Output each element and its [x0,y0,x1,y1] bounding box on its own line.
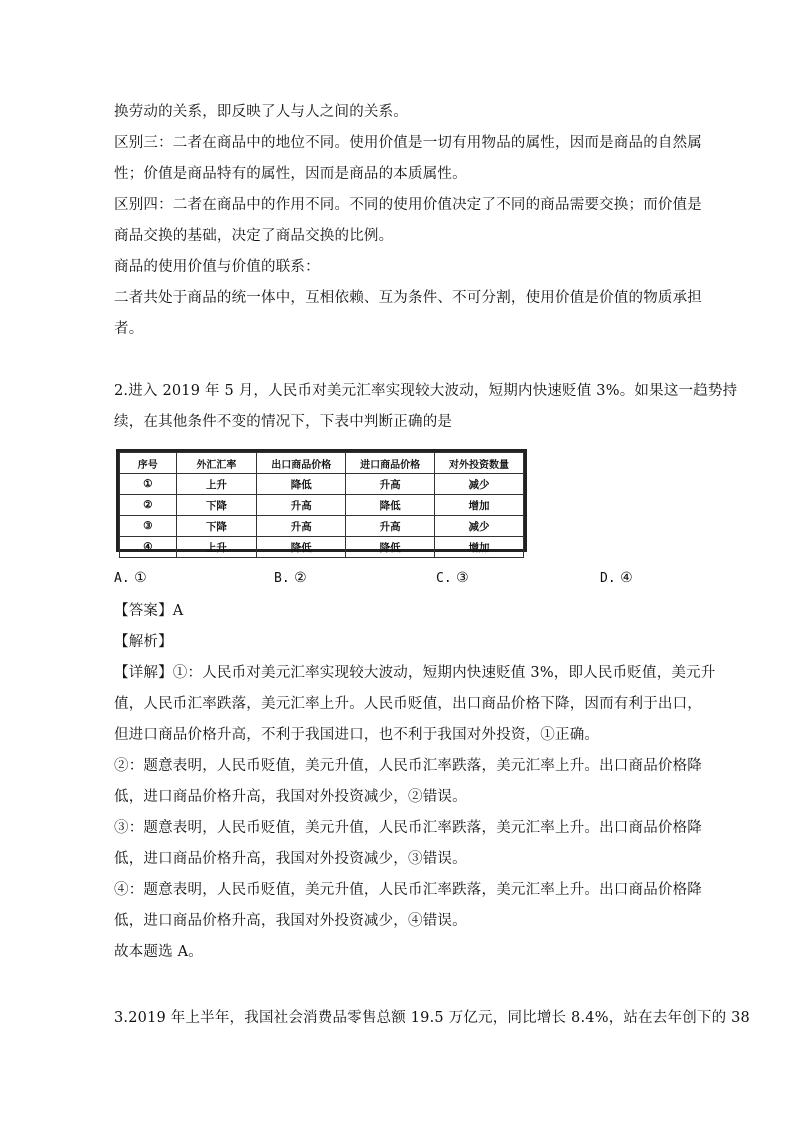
table-cell: ① [120,474,177,495]
option-b [274,570,307,586]
analysis-line: 【详解】①：人民币对美元汇率实现较大波动，短期内快速贬值 3%，即人民币贬值，美元升 [114,665,716,681]
text-line: 二者共处于商品的统一体中，互相依赖、互为条件、不可分割，使用价值是价值的物质承担 [114,290,702,306]
table-cell: 升高 [346,474,435,495]
option-a [114,570,147,586]
table-cell: 下降 [176,516,257,537]
table-cell: 下降 [176,495,257,516]
analysis-line: ③：题意表明，人民币贬值，美元升值，人民币汇率跌落，美元汇率上升。出口商品价格降 [114,820,702,836]
answer-label: 【答案】A [114,603,184,619]
option-letter: D. [600,571,616,586]
table-cell: 降低 [346,495,435,516]
table-cell: ④ [120,537,177,558]
table-cell: 增加 [435,495,524,516]
analysis-label: 【解析】 [114,634,173,650]
table-cell: 增加 [435,537,524,558]
table-cell: 上升 [176,537,257,558]
text-line: 区别四：二者在商品中的作用不同。不同的使用价值决定了不同的商品需要交换；而价值是 [114,197,702,213]
analysis-line: 低，进口商品价格升高，我国对外投资减少，②错误。 [114,789,467,805]
table-cell: ② [120,495,177,516]
question-stem: 2.进入 2019 年 5 月，人民币对美元汇率实现较大波动，短期内快速贬值 3%。如果这一趋势持 [114,383,738,399]
text-line: 商品交换的基础，决定了商品交换的比例。 [114,228,394,244]
analysis-conclusion: 故本题选 A。 [114,944,203,960]
analysis-line: 值，人民币汇率跌落，美元汇率上升。人民币贬值，出口商品价格下降，因而有利于出口， [114,696,702,712]
table-cell: 减少 [435,516,524,537]
text-line: 者。 [114,321,144,337]
table-row [120,516,524,537]
table-row [120,537,524,558]
text-line: 区别三：二者在商品中的地位不同。使用价值是一切有用物品的属性，因而是商品的自然属 [114,135,702,151]
table-row [120,474,524,495]
option-letter: C. [436,571,452,586]
answer-options [114,570,694,590]
analysis-line: ②：题意表明，人民币贬值，美元升值，人民币汇率跌落，美元汇率上升。出口商品价格降 [114,758,702,774]
table-cell: 降低 [346,537,435,558]
judgement-table [116,449,527,552]
table-header-row [120,453,524,474]
option-text: ④ [620,570,633,586]
option-c [436,570,469,586]
option-text: ① [134,570,147,586]
table-cell: ③ [120,516,177,537]
judgement-table-grid [119,452,524,558]
option-letter: A. [114,571,130,586]
option-d [600,570,633,586]
question-stem: 3.2019 年上半年，我国社会消费品零售总额 19.5 万亿元，同比增长 8.4%，站在去年创下的 38 [114,1010,750,1026]
option-text: ② [294,570,307,586]
table-cell: 上升 [176,474,257,495]
table-cell: 减少 [435,474,524,495]
table-cell: 升高 [346,516,435,537]
table-header-cell: 出口商品价格 [257,453,346,474]
analysis-line: 低，进口商品价格升高，我国对外投资减少，④错误。 [114,913,467,929]
table-header-cell: 对外投资数量 [435,453,524,474]
table-cell: 升高 [257,495,346,516]
table-header-cell: 进口商品价格 [346,453,435,474]
analysis-line: ④：题意表明，人民币贬值，美元升值，人民币汇率跌落，美元汇率上升。出口商品价格降 [114,882,702,898]
table-cell: 升高 [257,516,346,537]
table-header-cell: 外汇汇率 [176,453,257,474]
table-cell: 降低 [257,537,346,558]
text-line: 换劳动的关系，即反映了人与人之间的关系。 [114,104,408,120]
table-row [120,495,524,516]
option-text: ③ [456,570,469,586]
option-letter: B. [274,571,290,586]
text-line: 商品的使用价值与价值的联系： [114,259,320,275]
table-header-cell: 序号 [120,453,177,474]
table-cell: 降低 [257,474,346,495]
analysis-line: 但进口商品价格升高，不利于我国进口，也不利于我国对外投资，①正确。 [114,727,600,743]
analysis-line: 低，进口商品价格升高，我国对外投资减少，③错误。 [114,851,467,867]
question-stem: 续，在其他条件不变的情况下，下表中判断正确的是 [114,414,453,430]
text-line: 性；价值是商品特有的属性，因而是商品的本质属性。 [114,166,467,182]
